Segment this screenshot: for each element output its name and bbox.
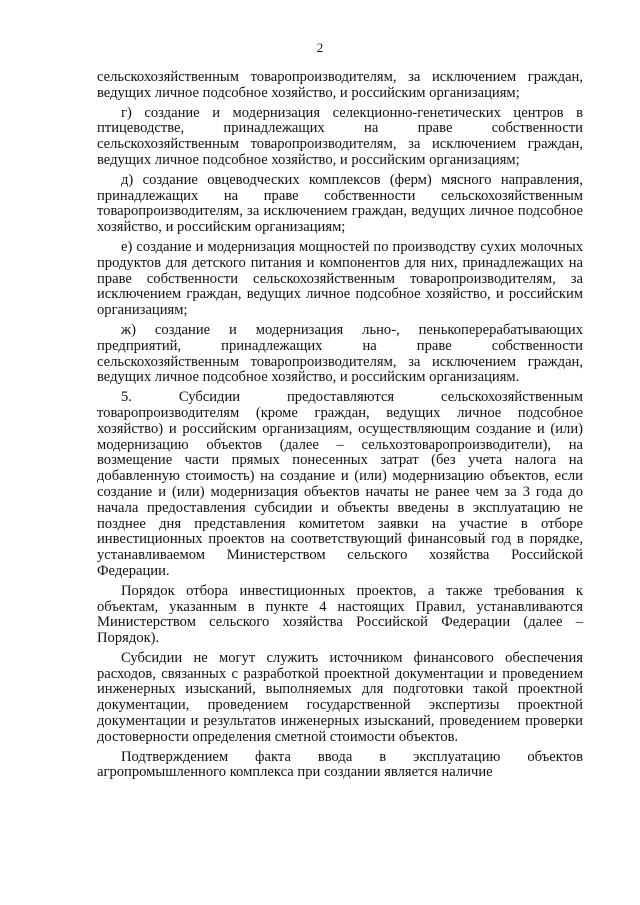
paragraph-item-e: е) создание и модернизация мощностей по производству сухих молочных продуктов для детского питания и компонентов для них, принадлежащих на праве собственности сельскохозяйственным товаропроизводителям, за исключением граждан, ведущих личное подсобное хозяйство, и российским организациям; — [97, 238, 583, 319]
paragraph-commissioning-confirmation: Подтверждением факта ввода в эксплуатацию объектов агропромышленного комплекса при создании является наличие — [97, 748, 583, 781]
paragraph-item-zh: ж) создание и модернизация льно-, пенькоперерабатывающих предприятий, принадлежащих на праве собственности сельскохозяйственным товаропроизводителям, за исключением граждан, ведущих личное подсобное хозяйство, и российским организациям. — [97, 321, 583, 386]
paragraph-subsidy-restrictions: Субсидии не могут служить источником финансового обеспечения расходов, связанных с разработкой проектной документации и проведением инженерных изысканий, выполняемых для подготовки такой проектной документации, проведением государственной экспертизы проектной документации и результатов инженерных изысканий, проведением проверки достоверности определения сметной стоимости объектов. — [97, 649, 583, 745]
document-body — [97, 70, 583, 785]
page-number: 2 — [316, 40, 324, 55]
paragraph-selection-procedure: Порядок отбора инвестиционных проектов, а также требования к объектам, указанным в пункте 4 настоящих Правил, устанавливаются Министерством сельского хозяйства Российской Федерации (далее – Порядок). — [97, 582, 583, 647]
paragraph-continuation: сельскохозяйственным товаропроизводителям, за исключением граждан, ведущих личное подсобное хозяйство, и российским организациям; — [97, 69, 583, 101]
paragraph-item-d: д) создание овцеводческих комплексов (ферм) мясного направления, принадлежащих на праве собственности сельскохозяйственным товаропроизводителям, за исключением граждан, ведущих личное подсобное хозяйство, и российским организациям; — [97, 171, 583, 236]
paragraph-clause-5: 5. Субсидии предоставляются сельскохозяйственным товаропроизводителям (кроме граждан, ведущих личное подсобное хозяйство) и российским организациям, осуществляющим создание и (или) модернизацию объектов (далее – сельхозтоваропроизводители), на возмещение части прямых понесенных затрат (без учета налога на добавленную стоимость) на создание и (или) модернизацию объектов, если создание и (или) модернизация объектов начаты не ранее чем за 3 года до начала предоставления субсидии и объекты введены в эксплуатацию не позднее дня представления комитетом заявки на участие в отборе инвестиционных проектов на соответствующий финансовый год в порядке, устанавливаемом Министерством сельского хозяйства Российской Федерации. — [97, 389, 583, 579]
paragraph-item-g: г) создание и модернизация селекционно-генетических центров в птицеводстве, принадлежащих на праве собственности сельскохозяйственным товаропроизводителям, за исключением граждан, ведущих личное подсобное хозяйство, и российским организациям; — [97, 104, 583, 168]
